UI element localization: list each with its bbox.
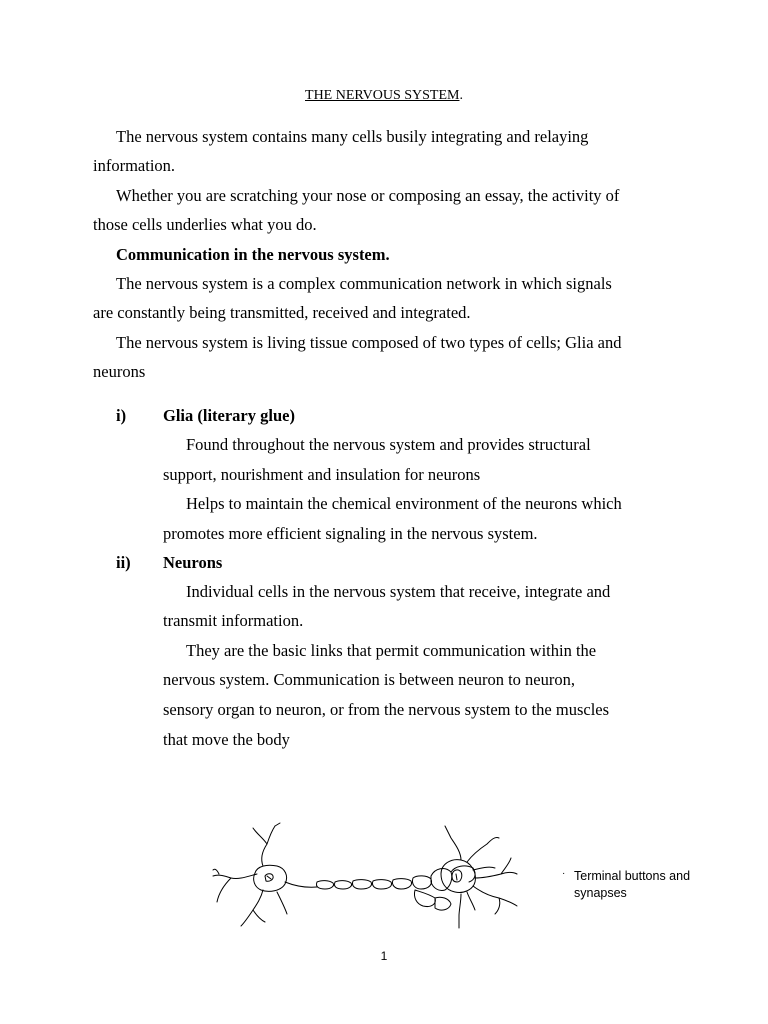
communication-paragraph-2-line-2: neurons xyxy=(93,362,146,381)
neurons-paragraph-2-line-2: nervous system. Communication is between neuron to neuron, xyxy=(163,670,575,689)
caption-bullet: · xyxy=(562,868,566,879)
glia-paragraph-1-line-2: support, nourishment and insulation for neurons xyxy=(163,465,481,484)
glia-paragraph-1-line-1: Found throughout the nervous system and provides structural xyxy=(186,435,591,454)
intro-paragraph-2-line-1: Whether you are scratching your nose or composing an essay, the activity of xyxy=(116,186,620,205)
page-title xyxy=(0,88,768,104)
communication-heading: Communication in the nervous system. xyxy=(116,245,390,264)
glia-list-marker: i) xyxy=(116,406,127,425)
communication-paragraph-2-line-1: The nervous system is living tissue composed of two types of cells; Glia and xyxy=(116,333,622,352)
glia-paragraph-2-line-1: Helps to maintain the chemical environment of the neurons which xyxy=(186,494,622,513)
neurons-heading: Neurons xyxy=(163,553,223,572)
glia-paragraph-2-line-2: promotes more efficient signaling in the nervous system. xyxy=(163,524,538,543)
intro-paragraph-2-line-2: those cells underlies what you do. xyxy=(93,215,317,234)
figure-caption xyxy=(562,868,712,902)
communication-paragraph-1-line-2: are constantly being transmitted, received and integrated. xyxy=(93,303,471,322)
neurons-paragraph-2-line-4: that move the body xyxy=(163,730,290,749)
neurons-paragraph-1-line-1: Individual cells in the nervous system that receive, integrate and xyxy=(186,582,611,601)
caption-text: Terminal buttons and synapses xyxy=(574,869,691,900)
intro-paragraph-1-line-2: information. xyxy=(93,156,176,175)
neurons-paragraph-2-line-3: sensory organ to neuron, or from the nervous system to the muscles xyxy=(163,700,610,719)
neurons-paragraph-1-line-2: transmit information. xyxy=(163,611,304,630)
intro-paragraph-1-line-1: The nervous system contains many cells busily integrating and relaying xyxy=(116,127,589,146)
communication-paragraph-1-line-1: The nervous system is a complex communication network in which signals xyxy=(116,274,612,293)
title-period: . xyxy=(459,88,463,103)
page-number: 1 xyxy=(380,949,388,963)
title-text: THE NERVOUS SYSTEM xyxy=(305,88,460,103)
neuron-drawing xyxy=(205,818,555,938)
neurons-list-marker: ii) xyxy=(116,553,131,572)
glia-heading: Glia (literary glue) xyxy=(163,406,295,425)
neurons-paragraph-2-line-1: They are the basic links that permit communication within the xyxy=(186,641,597,660)
